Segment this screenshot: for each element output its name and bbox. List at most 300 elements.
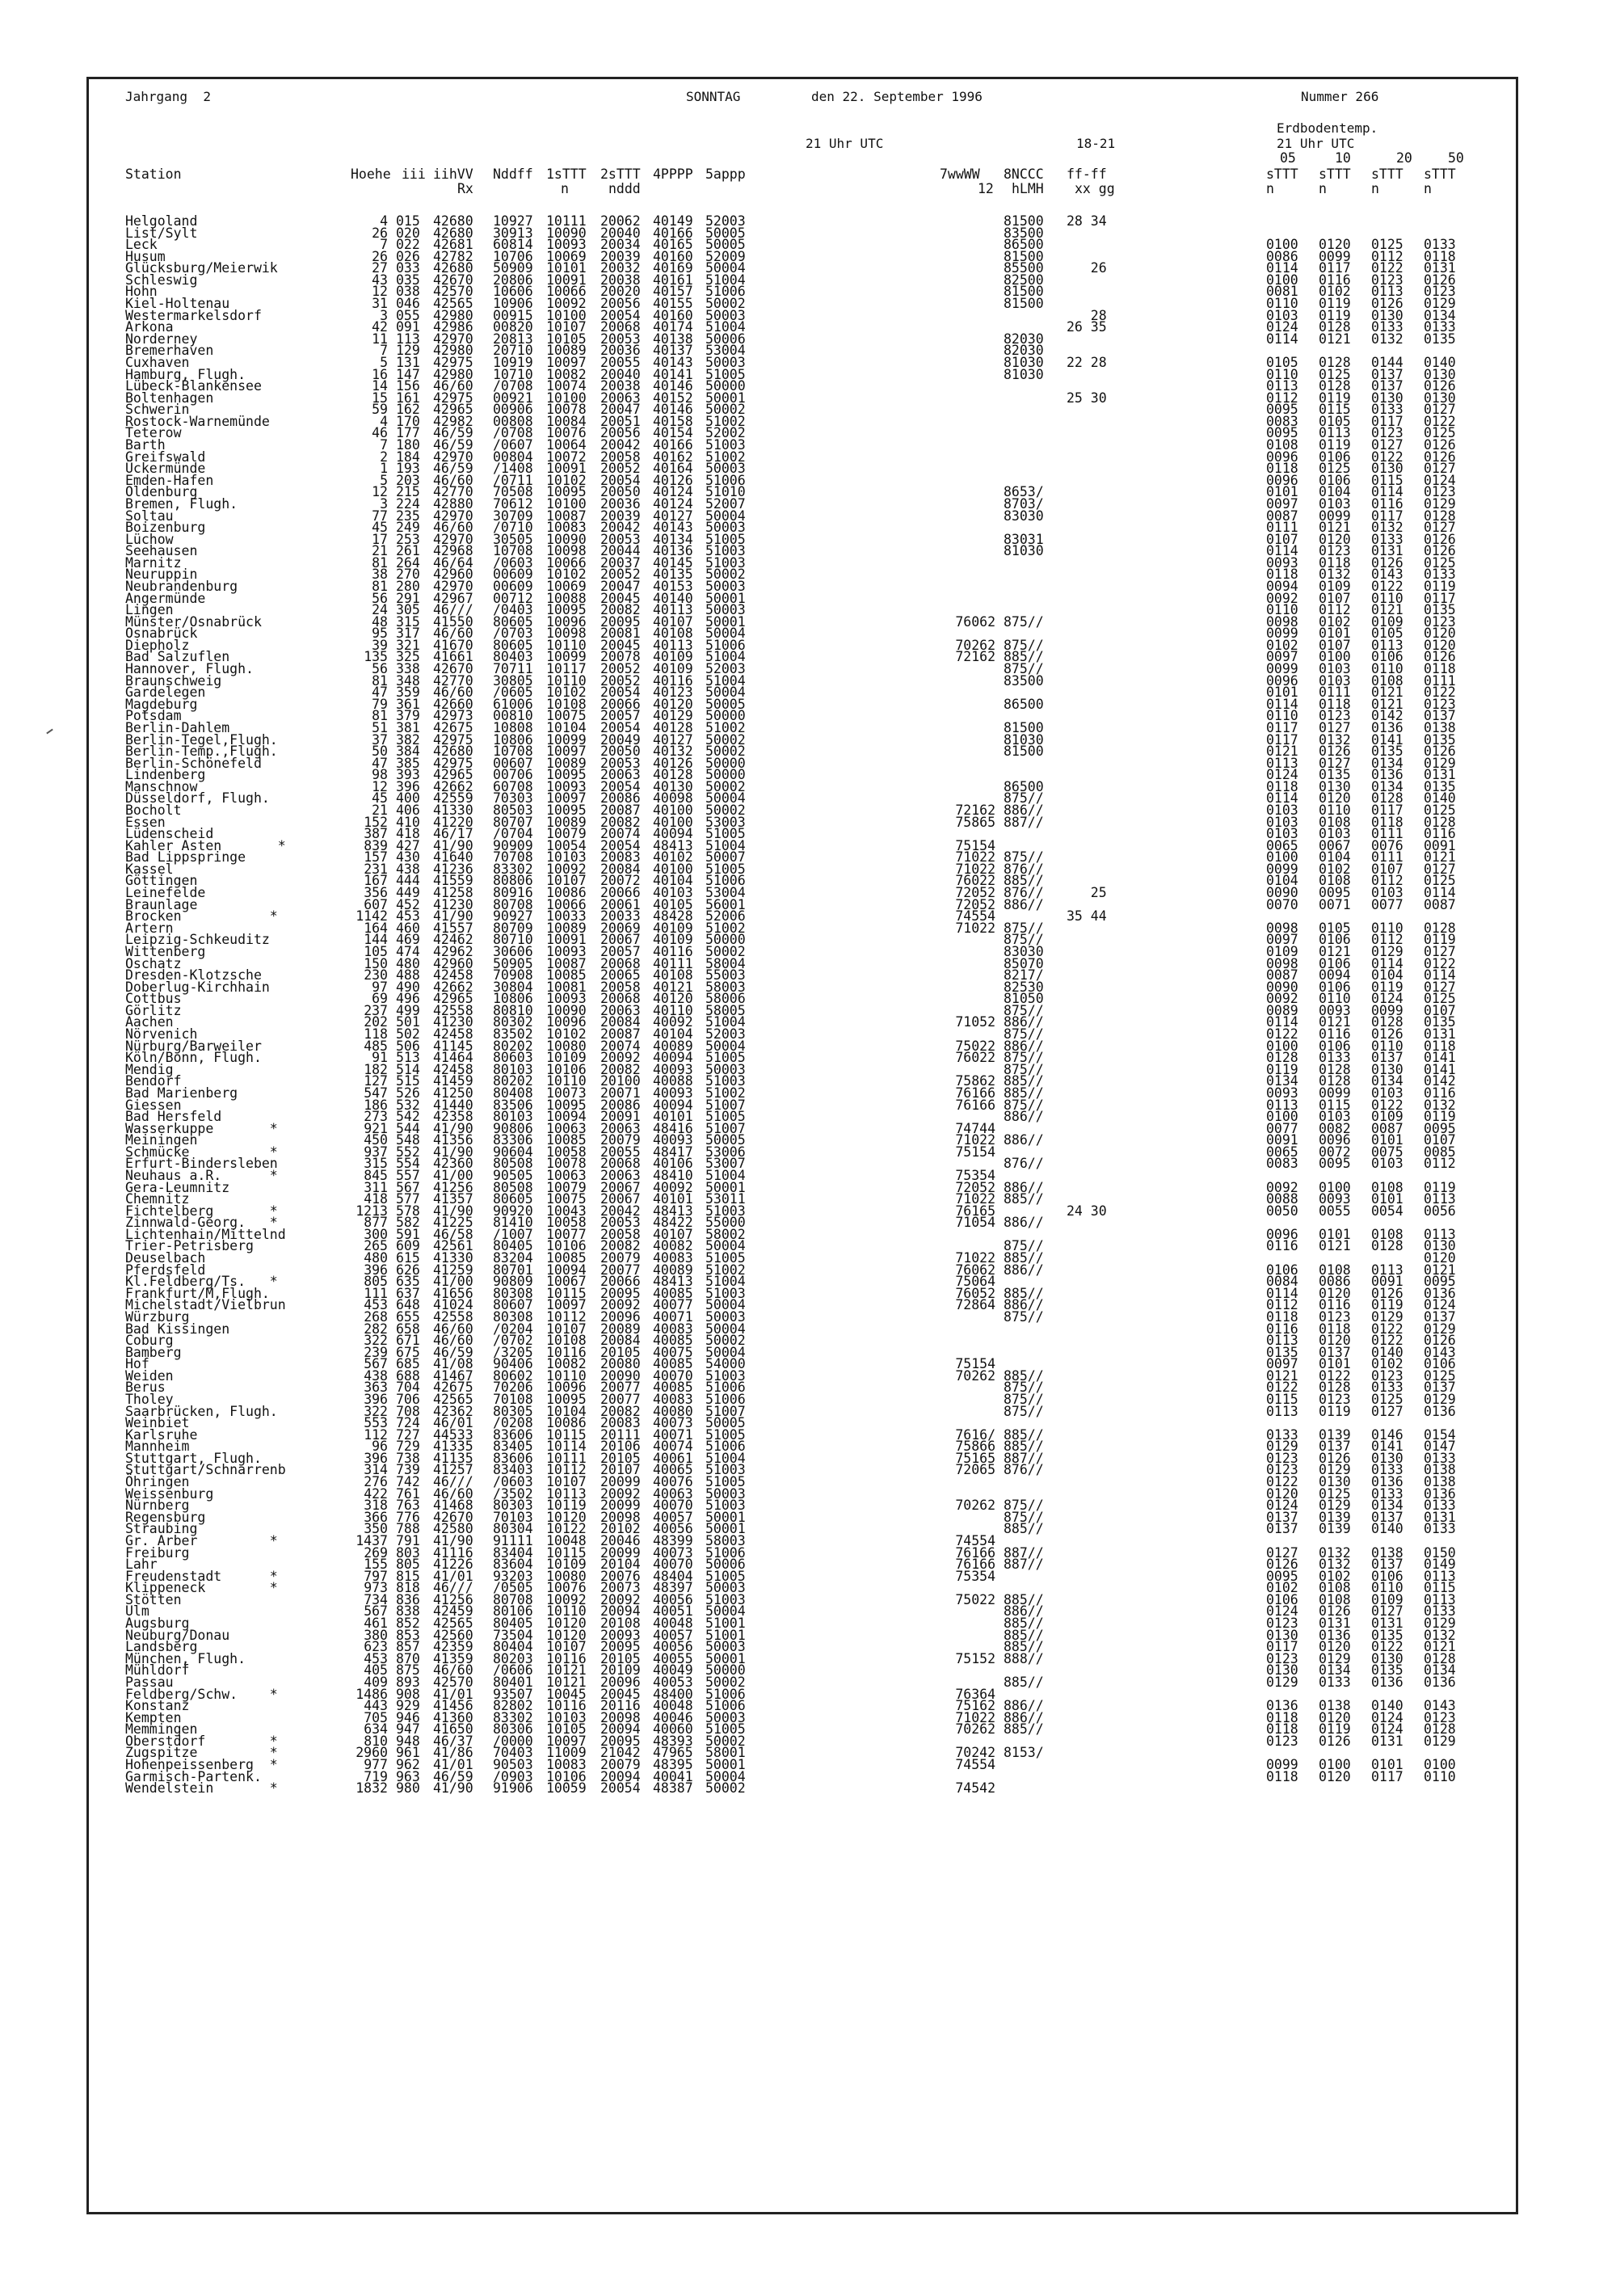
soil-temp-05: 0093 (1266, 554, 1298, 571)
group-iihvv: 42675 (433, 1380, 473, 1396)
soil-temp-10: 0071 (1319, 896, 1351, 912)
group-iihvv: 41356 (433, 1132, 473, 1148)
station-id: 637 (396, 1285, 420, 1301)
soil-temp-50: 0114 (1424, 885, 1456, 901)
group-iihvv: 46/01 (433, 1415, 473, 1431)
station-name: Mühldorf (125, 1662, 190, 1679)
station-height: 705 (364, 1709, 388, 1725)
group-7wwww: 7616/ (955, 1426, 995, 1443)
group-5appp: 50005 (705, 696, 746, 712)
group-nddff: 83606 (493, 1450, 533, 1466)
group-5appp: 53003 (705, 814, 746, 830)
col-soil-10-sub: n (1319, 181, 1327, 196)
group-iihvv: 42975 (433, 755, 473, 771)
soil-temp-20: 0130 (1371, 307, 1403, 323)
station-name: Leipzig-Schkeuditz (125, 932, 270, 948)
group-2sttt: 20054 (600, 472, 641, 488)
group-8nccc: 885// (1004, 1674, 1044, 1690)
station-id: 961 (396, 1745, 420, 1761)
soil-temp-05: 0117 (1266, 1639, 1298, 1655)
group-5appp: 50003 (705, 520, 746, 536)
soil-temp-20: 0134 (1371, 1073, 1403, 1089)
soil-temp-20: 0121 (1371, 685, 1403, 701)
soil-temp-20: 0116 (1371, 495, 1403, 512)
group-8nccc: 8217/ (1004, 967, 1044, 984)
group-8nccc: 875// (1004, 1308, 1044, 1325)
soil-temp-50: 0087 (1424, 896, 1456, 912)
group-nddff: 80306 (493, 1721, 533, 1738)
station-height: 17 (372, 531, 388, 547)
station-height: 5 (380, 472, 388, 488)
station-id: 453 (396, 908, 420, 925)
group-1sttt: 10105 (546, 1721, 587, 1738)
soil-temp-05: 0070 (1266, 896, 1298, 912)
group-4pppp: 40137 (653, 343, 693, 359)
group-2sttt: 20053 (600, 1215, 641, 1231)
group-2sttt: 20074 (600, 1038, 641, 1054)
group-1sttt: 10075 (546, 1191, 587, 1207)
station-id: 671 (396, 1333, 420, 1349)
group-nddff: 80605 (493, 1191, 533, 1207)
group-iihvv: 41467 (433, 1367, 473, 1384)
soil-temp-50: 0125 (1424, 991, 1456, 1007)
soil-temp-05: 0136 (1266, 1698, 1298, 1714)
soil-temp-20: 0109 (1371, 1591, 1403, 1607)
soil-temp-05: 0111 (1266, 520, 1298, 536)
group-nddff: 10919 (493, 354, 533, 370)
station-height: 15 (372, 390, 388, 406)
group-4pppp: 40065 (653, 1462, 693, 1478)
group-8nccc: 886// (1004, 1014, 1044, 1030)
station-id: 325 (396, 649, 420, 665)
station-name: Teterow (125, 425, 182, 441)
group-1sttt: 10080 (546, 1568, 587, 1584)
group-1sttt: 10094 (546, 1109, 587, 1125)
soil-temp-05: 0118 (1266, 778, 1298, 794)
group-2sttt: 20068 (600, 319, 641, 335)
soil-temp-20: 0122 (1371, 1097, 1403, 1113)
soil-temp-05: 0084 (1266, 1274, 1298, 1290)
soil-temp-20: 0106 (1371, 1568, 1403, 1584)
group-2sttt: 20105 (600, 1450, 641, 1466)
station-name: Feldberg/Schw. * (125, 1686, 278, 1702)
group-2sttt: 20092 (600, 1591, 641, 1607)
group-2sttt: 20071 (600, 1085, 641, 1101)
group-4pppp: 40162 (653, 449, 693, 465)
soil-temp-50: 0133 (1424, 1521, 1456, 1537)
group-2sttt: 20057 (600, 943, 641, 959)
soil-temp-50: 0107 (1424, 1132, 1456, 1148)
group-1sttt: 10064 (546, 437, 587, 453)
group-nddff: 80806 (493, 873, 533, 889)
group-nddff: 00820 (493, 319, 533, 335)
group-nddff: /1007 (493, 1226, 533, 1242)
station-id: 635 (396, 1274, 420, 1290)
station-height: 37 (372, 731, 388, 748)
station-name: Lichtenhain/Mittelnd (125, 1226, 286, 1242)
group-8nccc: 887// (1004, 1544, 1044, 1561)
group-1sttt: 10095 (546, 484, 587, 500)
station-height: 1832 (356, 1780, 388, 1797)
group-1sttt: 10093 (546, 237, 587, 253)
col-ff: ff-ff (1067, 166, 1107, 182)
soil-temp-50: 0135 (1424, 731, 1456, 748)
station-height: 269 (364, 1544, 388, 1561)
group-2sttt: 20058 (600, 979, 641, 995)
soil-temp-20: 0111 (1371, 849, 1403, 866)
soil-temp-50: 0127 (1424, 461, 1456, 477)
group-4pppp: 40093 (653, 1085, 693, 1101)
group-2sttt: 20084 (600, 861, 641, 877)
station-height: 977 (364, 1756, 388, 1772)
group-2sttt: 20039 (600, 508, 641, 524)
group-8nccc: 885// (1004, 1073, 1044, 1089)
soil-temp-20: 0106 (1371, 649, 1403, 665)
group-5appp: 55003 (705, 967, 746, 984)
soil-temp-05: 0103 (1266, 803, 1298, 818)
group-7wwww: 71022 (955, 849, 995, 866)
group-5appp: 51006 (705, 1380, 746, 1396)
soil-temp-50: 0118 (1424, 248, 1456, 264)
soil-temp-20: 0129 (1371, 1308, 1403, 1325)
group-2sttt: 20054 (600, 719, 641, 735)
group-8nccc: 875// (1004, 1097, 1044, 1113)
soil-temp-50: 0123 (1424, 1709, 1456, 1725)
soil-temp-05: 0114 (1266, 696, 1298, 712)
group-nddff: /3205 (493, 1344, 533, 1360)
group-2sttt: 20082 (600, 814, 641, 830)
soil-temp-05: 0128 (1266, 1050, 1298, 1066)
soil-temp-50: 0138 (1424, 1462, 1456, 1478)
group-1sttt: 10115 (546, 1426, 587, 1443)
group-nddff: 30505 (493, 531, 533, 547)
group-2sttt: 20083 (600, 849, 641, 866)
soil-temp-05: 0093 (1266, 1085, 1298, 1101)
soil-temp-50: 0136 (1424, 1403, 1456, 1419)
station-id: 818 (396, 1580, 420, 1596)
soil-temp-20: 0138 (1371, 1544, 1403, 1561)
station-name: Trier-Petrisberg (125, 1238, 254, 1254)
soil-temp-50: 0154 (1424, 1426, 1456, 1443)
group-8nccc: 8653/ (1004, 484, 1044, 500)
station-id: 501 (396, 1014, 420, 1030)
soil-temp-20: 0123 (1371, 1367, 1403, 1384)
group-4pppp: 40074 (653, 1439, 693, 1455)
group-1sttt: 10066 (546, 896, 587, 912)
station-name: Pferdsfeld (125, 1262, 206, 1278)
group-4pppp: 40098 (653, 790, 693, 807)
group-nddff: 10808 (493, 719, 533, 735)
soil-temp-10: 0129 (1319, 1650, 1351, 1666)
station-id: 761 (396, 1485, 420, 1502)
station-height: 39 (372, 637, 388, 653)
station-name: Gr. Arber * (125, 1532, 278, 1548)
soil-temp-05: 0077 (1266, 1120, 1298, 1136)
group-4pppp: 40060 (653, 1721, 693, 1738)
soil-temp-10: 0095 (1319, 1156, 1351, 1172)
group-iihvv: 41/08 (433, 1356, 473, 1372)
group-1sttt: 10110 (546, 1073, 587, 1089)
group-8nccc: 885// (1004, 1521, 1044, 1537)
soil-temp-10: 0129 (1319, 1498, 1351, 1514)
station-height: 453 (364, 1297, 388, 1313)
station-id: 532 (396, 1097, 420, 1113)
group-iihvv: 41256 (433, 1179, 473, 1195)
station-id: 567 (396, 1179, 420, 1195)
group-2sttt: 20053 (600, 531, 641, 547)
group-1sttt: 10102 (546, 472, 587, 488)
group-iihvv: 42458 (433, 967, 473, 984)
group-5appp: 52009 (705, 248, 746, 264)
group-1sttt: 10105 (546, 331, 587, 347)
group-nddff: 30913 (493, 225, 533, 241)
group-7wwww: 76022 (955, 873, 995, 889)
station-id: 893 (396, 1674, 420, 1690)
station-height: 42 (372, 319, 388, 335)
soil-temp-50: 0136 (1424, 1285, 1456, 1301)
group-nddff: 90809 (493, 1274, 533, 1290)
station-id: 542 (396, 1109, 420, 1125)
soil-temp-10: 0105 (1319, 920, 1351, 936)
station-height: 81 (372, 708, 388, 724)
group-5appp: 51004 (705, 272, 746, 288)
soil-temp-50: 0122 (1424, 955, 1456, 971)
station-name: Tholey (125, 1392, 174, 1407)
station-name: Oberstdorf * (125, 1733, 278, 1749)
group-2sttt: 20094 (600, 1721, 641, 1738)
group-nddff: 80916 (493, 885, 533, 901)
soil-temp-05: 0094 (1266, 578, 1298, 594)
group-5appp: 51006 (705, 1686, 746, 1702)
group-8nccc: 82500 (1004, 272, 1044, 288)
soil-temp-10: 0125 (1319, 366, 1351, 382)
soil-temp-20: 0140 (1371, 1344, 1403, 1360)
group-7wwww: 75154 (955, 1144, 995, 1160)
group-2sttt: 20086 (600, 1097, 641, 1113)
group-5appp: 58003 (705, 1532, 746, 1548)
group-iihvv: 42675 (433, 719, 473, 735)
soil-temp-10: 0116 (1319, 1026, 1351, 1043)
group-2sttt: 20052 (600, 461, 641, 477)
station-id: 708 (396, 1403, 420, 1419)
group-2sttt: 20034 (600, 237, 641, 253)
group-5appp: 51006 (705, 873, 746, 889)
group-5appp: 53006 (705, 1144, 746, 1160)
period-label: 18-21 (1076, 136, 1116, 151)
group-7wwww: 75152 (955, 1650, 995, 1666)
soil-temp-50: 0119 (1424, 1179, 1456, 1195)
col-soil-10: sTTT (1319, 166, 1351, 182)
soil-temp-20: 0141 (1371, 1439, 1403, 1455)
group-8nccc: 888// (1004, 1650, 1044, 1666)
group-nddff: 70711 (493, 661, 533, 677)
group-iihvv: 42662 (433, 778, 473, 794)
station-height: 16 (372, 366, 388, 382)
station-name: Lübeck-Blankensee (125, 378, 262, 394)
group-ff: 26 (1067, 260, 1107, 276)
station-id: 317 (396, 626, 420, 642)
station-height: 150 (364, 955, 388, 971)
soil-temp-05: 0118 (1266, 1709, 1298, 1725)
group-iihvv: 42960 (433, 955, 473, 971)
group-1sttt: 10103 (546, 849, 587, 866)
station-height: 51 (372, 719, 388, 735)
station-id: 193 (396, 461, 420, 477)
soil-temp-05: 0097 (1266, 495, 1298, 512)
group-4pppp: 40056 (653, 1591, 693, 1607)
station-name: Stötten (125, 1591, 182, 1607)
group-1sttt: 10079 (546, 826, 587, 842)
group-1sttt: 10107 (546, 1639, 587, 1655)
soil-temp-10: 0136 (1319, 1627, 1351, 1643)
soil-temp-05: 0124 (1266, 767, 1298, 783)
soil-temp-10: 0126 (1319, 1733, 1351, 1749)
station-name: Oschatz (125, 955, 182, 971)
station-id: 962 (396, 1756, 420, 1772)
group-5appp: 56001 (705, 896, 746, 912)
station-height: 387 (364, 826, 388, 842)
group-1sttt: 10096 (546, 1380, 587, 1396)
group-5appp: 51005 (705, 366, 746, 382)
group-5appp: 50005 (705, 237, 746, 253)
group-7wwww: 70242 (955, 1745, 995, 1761)
group-iihvv: 42680 (433, 225, 473, 241)
group-4pppp: 40157 (653, 284, 693, 300)
station-id: 381 (396, 719, 420, 735)
station-height: 105 (364, 943, 388, 959)
group-7wwww: 75165 (955, 1450, 995, 1466)
station-name: Osnabrück (125, 626, 198, 642)
station-name: Freiburg (125, 1544, 190, 1561)
station-height: 973 (364, 1580, 388, 1596)
station-name: Bad Kissingen (125, 1321, 230, 1337)
group-8nccc: 81030 (1004, 354, 1044, 370)
group-4pppp: 40165 (653, 237, 693, 253)
station-name: Glücksburg/Meierwik (125, 260, 278, 276)
group-2sttt: 20082 (600, 1061, 641, 1077)
station-name: Aachen (125, 1014, 174, 1030)
soil-temp-05: 0097 (1266, 932, 1298, 948)
group-2sttt: 20082 (600, 1403, 641, 1419)
group-nddff: 83405 (493, 1439, 533, 1455)
group-2sttt: 20057 (600, 708, 641, 724)
group-2sttt: 20095 (600, 613, 641, 630)
group-nddff: /0710 (493, 520, 533, 536)
group-ff: 24 30 (1067, 1203, 1107, 1219)
issue-number: Nummer 266 (1301, 89, 1379, 104)
group-2sttt: 20044 (600, 543, 641, 559)
soil-temp-05: 0124 (1266, 1603, 1298, 1620)
group-1sttt: 10119 (546, 1498, 587, 1514)
group-8nccc: 886// (1004, 1109, 1044, 1125)
station-height: 396 (364, 1392, 388, 1407)
group-iihvv: 42980 (433, 343, 473, 359)
station-height: 450 (364, 1132, 388, 1148)
station-name: Neubrandenburg (125, 578, 238, 594)
group-iihvv: 41230 (433, 896, 473, 912)
group-4pppp: 40135 (653, 567, 693, 583)
group-1sttt: 10033 (546, 908, 587, 925)
col-7wwww: 7wwWW (940, 166, 980, 182)
station-id: 460 (396, 920, 420, 936)
station-id: 582 (396, 1215, 420, 1231)
soil-temp-50: 0126 (1424, 744, 1456, 760)
station-name: Hohenpeissenberg * (125, 1756, 278, 1772)
soil-temp-05: 0118 (1266, 567, 1298, 583)
soil-temp-10: 0101 (1319, 1226, 1351, 1242)
group-2sttt: 20077 (600, 1380, 641, 1396)
group-5appp: 50000 (705, 1662, 746, 1679)
soil-temp-05: 0101 (1266, 685, 1298, 701)
group-nddff: 80203 (493, 1650, 533, 1666)
soil-temp-50: 0149 (1424, 1557, 1456, 1573)
soil-temp-10: 0102 (1319, 284, 1351, 300)
station-name: Soltau (125, 508, 174, 524)
group-8nccc: 886// (1004, 1603, 1044, 1620)
soil-temp-10: 0128 (1319, 319, 1351, 335)
soil-temp-50: 0128 (1424, 1721, 1456, 1738)
group-1sttt: 10120 (546, 1509, 587, 1525)
group-2sttt: 20105 (600, 1344, 641, 1360)
group-8nccc: 876// (1004, 861, 1044, 877)
station-name: Braunschweig (125, 672, 222, 689)
group-1sttt: 10103 (546, 1709, 587, 1725)
group-4pppp: 40146 (653, 378, 693, 394)
soil-temp-10: 0106 (1319, 1038, 1351, 1054)
group-1sttt: 10089 (546, 920, 587, 936)
group-5appp: 58002 (705, 1226, 746, 1242)
group-5appp: 52003 (705, 213, 746, 229)
group-iihvv: 42565 (433, 296, 473, 312)
soil-temp-50: 0129 (1424, 1392, 1456, 1407)
group-nddff: 80405 (493, 1616, 533, 1632)
group-ff: 22 28 (1067, 354, 1107, 370)
col-ff-sub: xx gg (1075, 181, 1115, 196)
group-4pppp: 40077 (653, 1297, 693, 1313)
group-5appp: 50005 (705, 1132, 746, 1148)
station-name: Landsberg (125, 1639, 198, 1655)
group-8nccc: 81500 (1004, 213, 1044, 229)
station-id: 852 (396, 1616, 420, 1632)
station-name: Schleswig (125, 272, 198, 288)
group-8nccc: 875// (1004, 1061, 1044, 1077)
station-height: 81 (372, 554, 388, 571)
soil-temp-20: 0126 (1371, 554, 1403, 571)
station-height: 135 (364, 649, 388, 665)
station-height: 350 (364, 1521, 388, 1537)
station-name: Stuttgart/Schnarrenb (125, 1462, 286, 1478)
station-name: Berus (125, 1380, 166, 1396)
soil-temp-20: 0124 (1371, 1709, 1403, 1725)
station-name: Schwerin (125, 402, 190, 418)
soil-temp-20: 0142 (1371, 708, 1403, 724)
soil-temp-20: 0134 (1371, 1498, 1403, 1514)
station-id: 578 (396, 1203, 420, 1219)
group-5appp: 51006 (705, 1392, 746, 1407)
station-id: 929 (396, 1698, 420, 1714)
group-iihvv: 42561 (433, 1238, 473, 1254)
soil-temp-20: 0133 (1371, 1485, 1403, 1502)
group-5appp: 50004 (705, 790, 746, 807)
group-7wwww: 71022 (955, 920, 995, 936)
group-iihvv: 41464 (433, 1050, 473, 1066)
group-nddff: 30804 (493, 979, 533, 995)
group-2sttt: 20068 (600, 991, 641, 1007)
group-4pppp: 40105 (653, 896, 693, 912)
soil-temp-20: 0135 (1371, 744, 1403, 760)
station-name: Lüdenscheid (125, 826, 214, 842)
group-8nccc: 886// (1004, 803, 1044, 818)
